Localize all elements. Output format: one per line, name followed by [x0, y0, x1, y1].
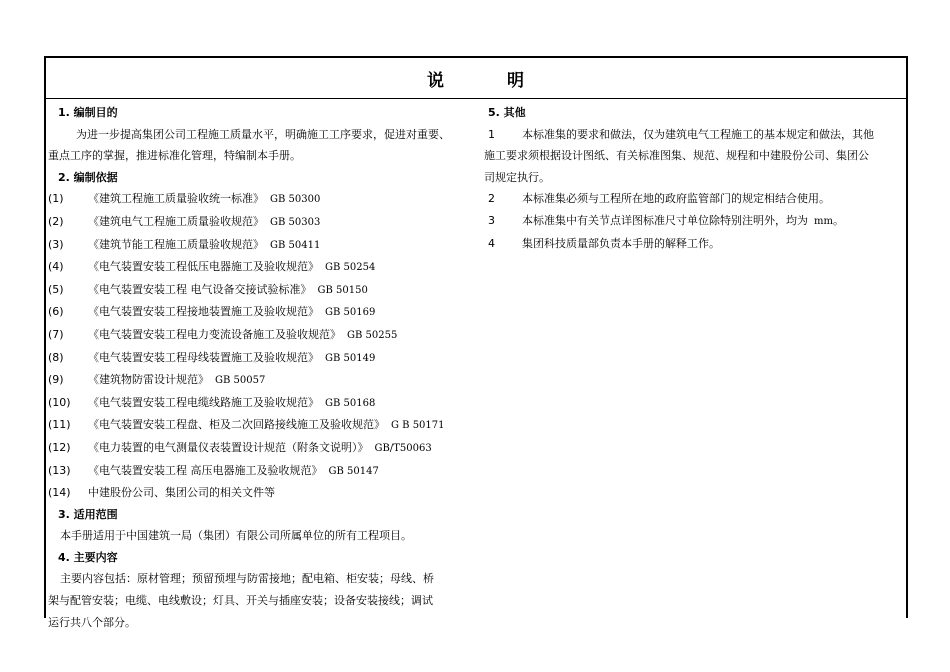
page-title-part2: 明: [507, 70, 525, 91]
reference-item: (10) 《电气装置安装工程电缆线路施工及验收规范》 GB 50168: [48, 395, 376, 409]
reference-item: (12) 《电力装置的电气测量仪表装置设计规范（附条文说明）》 GB/T50063: [48, 440, 432, 454]
other-item-1-line2: 施工要求须根据设计图纸、有关标准图集、规范、规程和中建股份公司、集团公: [484, 149, 869, 163]
reference-item: (6) 《电气装置安装工程接地装置施工及验收规范》 GB 50169: [48, 305, 376, 319]
other-item-3: 3 本标准集中有关节点详图标准尺寸单位除特别注明外，均为 mm。: [488, 213, 844, 227]
reference-item: (3) 《建筑节能工程施工质量验收规范》 GB 50411: [48, 237, 321, 251]
reference-item: (5) 《电气装置安装工程 电气设备交接试验标准》 GB 50150: [48, 282, 368, 296]
reference-item: (2) 《建筑电气工程施工质量验收规范》 GB 50303: [48, 214, 321, 228]
reference-item: (1) 《建筑工程施工质量验收统一标准》 GB 50300: [48, 192, 321, 206]
document-frame: [44, 56, 908, 629]
title-row: [46, 58, 906, 99]
content-text-line2: 架与配管安装；电缆、电线敷设；灯具、开关与插座安装；设备安装接线；调试: [48, 594, 433, 608]
reference-item: (8) 《电气装置安装工程母线装置施工及验收规范》 GB 50149: [48, 350, 376, 364]
purpose-text-line1: 为进一步提高集团公司工程施工质量水平，明确施工工序要求，促进对重要、: [76, 127, 450, 141]
left-column: [48, 102, 468, 633]
reference-item: (11) 《电气装置安装工程盘、柜及二次回路接线施工及验收规范》 G B 50171: [48, 418, 445, 432]
reference-item: (4) 《电气装置安装工程低压电器施工及验收规范》 GB 50254: [48, 260, 376, 274]
section-heading-basis: 2. 编制依据: [58, 170, 118, 184]
section-heading-purpose: 1. 编制目的: [58, 106, 118, 119]
content-text-line3: 运行共八个部分。: [48, 615, 136, 629]
reference-item: (9) 《建筑物防雷设计规范》 GB 50057: [48, 373, 266, 387]
reference-item: (14) 中建股份公司、集团公司的相关文件等: [48, 486, 275, 500]
scope-text: 本手册适用于中国建筑一局（集团）有限公司所属单位的所有工程项目。: [60, 529, 412, 543]
purpose-text-line2: 重点工序的掌握，推进标准化管理，特编制本手册。: [48, 149, 301, 163]
reference-item: (13) 《电气装置安装工程 高压电器施工及验收规范》 GB 50147: [48, 463, 379, 477]
other-item-4: 4 集团科技质量部负责本手册的解释工作。: [488, 236, 720, 250]
section-heading-scope: 3. 适用范围: [58, 507, 118, 521]
right-column: [484, 102, 904, 254]
other-item-2: 2 本标准集必须与工程所在地的政府监管部门的规定相结合使用。: [488, 192, 830, 206]
other-item-1-line3: 司规定执行。: [484, 170, 550, 184]
page-title-part1: 说: [427, 70, 445, 91]
reference-item: (7) 《电气装置安装工程电力变流设备施工及验收规范》 GB 50255: [48, 327, 398, 341]
other-item-1: 1 本标准集的要求和做法，仅为建筑电气工程施工的基本规定和做法，其他: [488, 127, 874, 141]
content-text-line1: 主要内容包括：原材管理；预留预埋与防雷接地；配电箱、柜安装；母线、桥: [60, 572, 434, 586]
section-heading-content: 4. 主要内容: [58, 550, 118, 564]
section-heading-other: 5. 其他: [488, 106, 526, 119]
